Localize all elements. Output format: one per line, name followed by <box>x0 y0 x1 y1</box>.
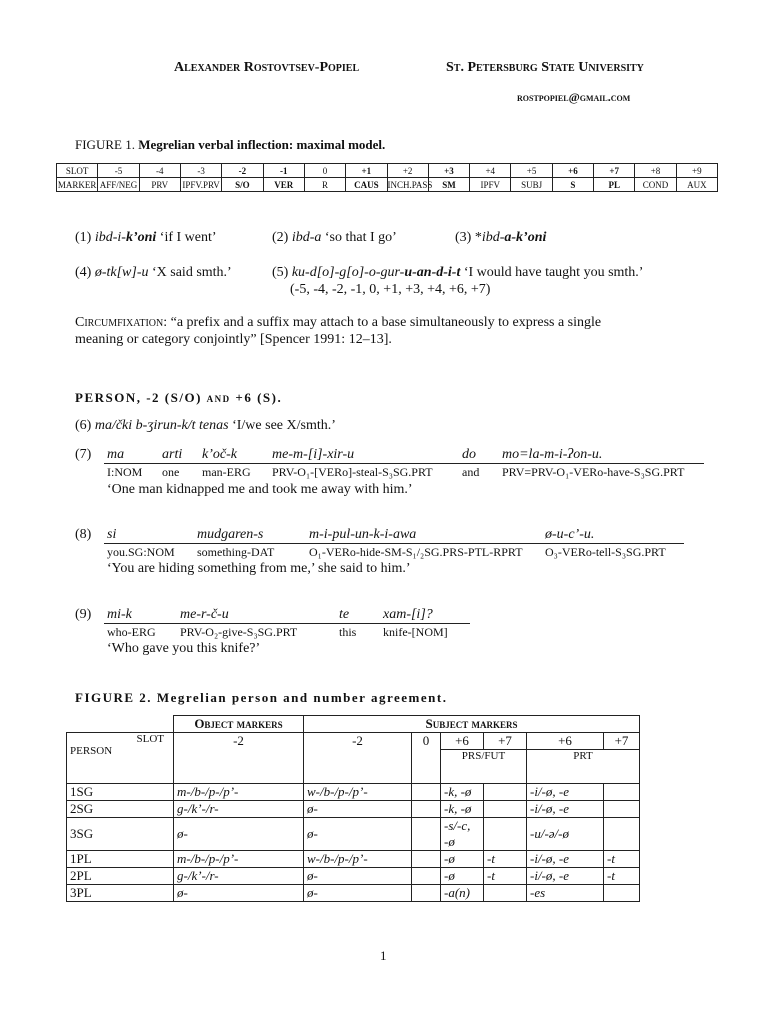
gloss-label: O₃-VERo-tell-S₃SG.PRT <box>545 545 666 559</box>
marker-cell: w-/b-/p-/p’- <box>304 784 412 801</box>
example-form: ku-d[o]-g[o]-o-gur- <box>291 265 405 280</box>
marker-cell <box>412 868 441 885</box>
agreement-row <box>67 885 640 902</box>
agreement-row <box>67 818 640 851</box>
slot-cell: +8 <box>635 164 676 178</box>
gloss-label: you.SG:NOM <box>107 545 175 559</box>
example-gloss: ‘I would have taught you smth.’ <box>460 265 644 280</box>
marker-cell <box>484 885 527 902</box>
agreement-table <box>66 715 640 902</box>
slot-row <box>57 164 718 178</box>
slot-cell: -1 <box>263 164 304 178</box>
slot-cell: +5 <box>511 164 552 178</box>
gloss-label: O₁-VERo-hide-SM-S₁/₂SG.PRS-PTL-RPRT <box>309 545 523 559</box>
marker-cell <box>484 818 527 851</box>
marker-cell: S <box>552 178 593 192</box>
gloss-word: xam-[i]? <box>383 607 433 622</box>
example-number: (6) <box>75 418 92 433</box>
gloss-label: man-ERG <box>202 465 251 479</box>
marker-cell: g-/k’-/r- <box>174 868 304 885</box>
marker-cell: CAUS <box>346 178 387 192</box>
gloss-word: m-i-pul-un-k-i-awa <box>309 527 417 542</box>
slot-col: -2 <box>174 733 304 784</box>
person-cell: 1SG <box>67 784 174 801</box>
example-4 <box>75 265 232 281</box>
slot-col: +7 <box>604 733 640 750</box>
marker-cell: -t <box>604 851 640 868</box>
marker-cell: AUX <box>676 178 717 192</box>
person-cell: 2SG <box>67 801 174 818</box>
example-5 <box>272 265 643 281</box>
marker-cell: -ø <box>441 851 484 868</box>
gloss-divider <box>104 463 704 464</box>
person-heading: PERSON, -2 (S/O) and +6 (S). <box>75 390 283 405</box>
gloss-label: something-DAT <box>197 545 275 559</box>
person-cell: 3PL <box>67 885 174 902</box>
gloss-word: k’oč-k <box>202 447 237 462</box>
marker-cell: ø- <box>174 818 304 851</box>
marker-cell: -t <box>604 868 640 885</box>
example-form: ibd- <box>481 230 505 245</box>
marker-cell: -t <box>484 868 527 885</box>
marker-cell: S/O <box>222 178 263 192</box>
example-number: (5) <box>272 265 289 280</box>
example-number: (3) * <box>455 230 482 245</box>
marker-cell: SUBJ <box>511 178 552 192</box>
author-name: Alexander Rostovtsev-Popiel <box>174 60 360 75</box>
gloss-label: PRV-O₂-give-S₃SG.PRT <box>180 625 298 639</box>
marker-cell: ø- <box>304 885 412 902</box>
figure2-caption <box>75 690 447 706</box>
figure2-label: FIGURE 2. <box>75 690 153 705</box>
gloss-label: and <box>462 465 480 479</box>
marker-cell <box>484 801 527 818</box>
marker-cell <box>412 885 441 902</box>
slot-cell: +3 <box>428 164 469 178</box>
gloss-word: ø-u-c’-u. <box>545 527 595 542</box>
example-number: (1) <box>75 230 92 245</box>
example-gloss: ‘so that I go’ <box>321 230 397 245</box>
prt-label: PRT <box>527 750 640 784</box>
object-markers-header: Object markers <box>174 716 304 733</box>
example-translation: ‘Who gave you this knife?’ <box>107 641 261 656</box>
example-1 <box>75 230 217 246</box>
marker-cell <box>412 784 441 801</box>
slot-table <box>56 163 718 192</box>
slot-person-header <box>67 733 174 784</box>
agreement-row <box>67 784 640 801</box>
example-gloss: ‘I/we see X/smth.’ <box>228 418 336 433</box>
marker-cell <box>604 818 640 851</box>
example-2 <box>272 230 397 246</box>
agreement-row <box>67 851 640 868</box>
example-form-bold: u-an-d-i-t <box>404 265 461 280</box>
marker-cell: -k, -ø <box>441 784 484 801</box>
marker-cell: -s/-c, -ø <box>441 818 484 851</box>
marker-cell: PRV <box>139 178 180 192</box>
gloss-label: I:NOM <box>107 465 143 479</box>
slot-cell: +2 <box>387 164 428 178</box>
marker-cell: MARKER <box>57 179 97 190</box>
marker-cell: ø- <box>304 801 412 818</box>
slot-cell: SLOT <box>57 164 98 178</box>
marker-cell: -u/-ə/-ø <box>527 818 604 851</box>
marker-cell: VER <box>263 178 304 192</box>
circumfixation-definition <box>75 315 695 331</box>
example-number: (4) <box>75 265 92 280</box>
marker-cell: -k, -ø <box>441 801 484 818</box>
agreement-row <box>67 868 640 885</box>
gloss-word: me-r-č-u <box>180 607 229 622</box>
example-translation: ‘You are hiding something from me,’ she said to him.’ <box>107 561 411 576</box>
agreement-row <box>67 801 640 818</box>
slot-cell: +4 <box>470 164 511 178</box>
page-number: 1 <box>380 948 387 963</box>
agreement-slot-row <box>67 733 640 750</box>
gloss-label: one <box>162 465 180 479</box>
example-6 <box>75 418 336 434</box>
gloss-label: knife-[NOM] <box>383 625 448 639</box>
figure1-caption <box>75 137 385 153</box>
example-form: ibd-i- <box>94 230 126 245</box>
marker-cell <box>604 885 640 902</box>
marker-cell: -a(n) <box>441 885 484 902</box>
slot-col: 0 <box>412 733 441 784</box>
marker-cell: m-/b-/p-/p’- <box>174 784 304 801</box>
gloss-word: si <box>107 527 117 542</box>
prs-fut-label: PRS/FUT <box>441 750 527 784</box>
gloss-word: ma <box>107 447 125 462</box>
example-number: (9) <box>75 607 92 622</box>
marker-cell <box>484 784 527 801</box>
marker-cell: -ø <box>441 868 484 885</box>
marker-cell: INCH.PASS <box>387 179 433 190</box>
example-form: ma/čki b-ʒirun-k/t tenas <box>94 418 229 433</box>
slot-cell: +1 <box>346 164 387 178</box>
figure2-title: Megrelian person and number agreement. <box>156 690 448 705</box>
marker-cell: IPFV <box>470 178 511 192</box>
agreement-body <box>67 784 640 902</box>
marker-cell: w-/b-/p-/p’- <box>304 851 412 868</box>
slot-cell: -3 <box>180 164 221 178</box>
example-form: ø-tk[w]-u <box>94 265 149 280</box>
person-label: PERSON <box>70 745 113 757</box>
slot-cell: -2 <box>222 164 263 178</box>
marker-cell: -t <box>484 851 527 868</box>
example-number: (2) <box>272 230 289 245</box>
slot-col: +7 <box>484 733 527 750</box>
gloss-word: te <box>339 607 350 622</box>
example-number: (7) <box>75 447 92 462</box>
slot-label: SLOT <box>136 733 164 745</box>
agreement-header-row <box>67 716 640 733</box>
marker-cell: -i/-ø, -e <box>527 851 604 868</box>
marker-row <box>57 178 718 192</box>
gloss-label: PRV-O₁-[VERo]-steal-S₃SG.PRT <box>272 465 433 479</box>
slot-col: +6 <box>527 733 604 750</box>
example-form: ibd-a <box>291 230 322 245</box>
example-gloss: ‘X said smth.’ <box>148 265 232 280</box>
example-form-bold: k’oni <box>125 230 157 245</box>
slot-cell: +6 <box>552 164 593 178</box>
slot-cell: +7 <box>594 164 635 178</box>
marker-cell <box>412 801 441 818</box>
gloss-word: mo=la-m-i-ʔon-u. <box>502 447 603 462</box>
marker-cell: -i/-ø, -e <box>527 784 604 801</box>
marker-cell: SM <box>428 178 469 192</box>
person-cell: 3SG <box>67 818 174 851</box>
gloss-word: do <box>462 447 476 462</box>
marker-cell: ø- <box>304 868 412 885</box>
author-email: rostpopiel@gmail.com <box>517 90 631 104</box>
university-name: St. Petersburg State University <box>446 60 644 75</box>
marker-cell: PL <box>594 178 635 192</box>
circumfixation-text-1: “a prefix and a suffix may attach to a base simultaneously to express a single <box>170 315 602 330</box>
person-cell: 1PL <box>67 851 174 868</box>
slot-col: +6 <box>441 733 484 750</box>
figure1-title: Megrelian verbal inflection: maximal model. <box>138 137 386 152</box>
example-gloss: ‘if I went’ <box>156 230 217 245</box>
marker-cell: AFF/NEG <box>99 179 138 190</box>
gloss-label: this <box>339 625 357 639</box>
subject-markers-header: Subject markers <box>304 716 640 733</box>
circumfixation-text-2: meaning or category conjointly” [Spencer 1991: 12–13]. <box>75 332 392 347</box>
example-3 <box>455 230 546 246</box>
example-form-bold: a-k’oni <box>504 230 547 245</box>
gloss-label: who-ERG <box>107 625 156 639</box>
slot-cell: -5 <box>98 164 139 178</box>
gloss-divider <box>104 623 470 624</box>
marker-cell: ø- <box>174 885 304 902</box>
gloss-word: me-m-[i]-xir-u <box>272 447 355 462</box>
marker-cell: -es <box>527 885 604 902</box>
marker-cell <box>604 784 640 801</box>
gloss-word: arti <box>162 447 183 462</box>
gloss-word: mi-k <box>107 607 132 622</box>
example-translation: ‘One man kidnapped me and took me away with him.’ <box>107 482 413 497</box>
marker-cell: -i/-ø, -e <box>527 868 604 885</box>
marker-cell: ø- <box>304 818 412 851</box>
marker-cell <box>604 801 640 818</box>
marker-cell: -i/-ø, -e <box>527 801 604 818</box>
slot-cell: -4 <box>139 164 180 178</box>
slot-col: -2 <box>304 733 412 784</box>
person-cell: 2PL <box>67 868 174 885</box>
example-5-slots: (-5, -4, -2, -1, 0, +1, +3, +4, +6, +7) <box>290 282 491 297</box>
marker-cell: g-/k’-/r- <box>174 801 304 818</box>
example-number: (8) <box>75 527 92 542</box>
slot-cell: +9 <box>676 164 717 178</box>
figure1-label: FIGURE 1. <box>75 137 135 152</box>
gloss-label: PRV=PRV-O₁-VERo-have-S₃SG.PRT <box>502 465 685 479</box>
slot-cell: 0 <box>304 164 345 178</box>
marker-cell <box>412 851 441 868</box>
marker-cell <box>412 818 441 851</box>
gloss-divider <box>104 543 684 544</box>
circumfixation-label: Circumfixation: <box>75 315 168 330</box>
marker-cell: IPFV.PRV <box>182 179 220 190</box>
gloss-word: mudgaren-s <box>197 527 264 542</box>
marker-cell: COND <box>635 178 676 192</box>
marker-cell: R <box>304 178 345 192</box>
marker-cell: m-/b-/p-/p’- <box>174 851 304 868</box>
